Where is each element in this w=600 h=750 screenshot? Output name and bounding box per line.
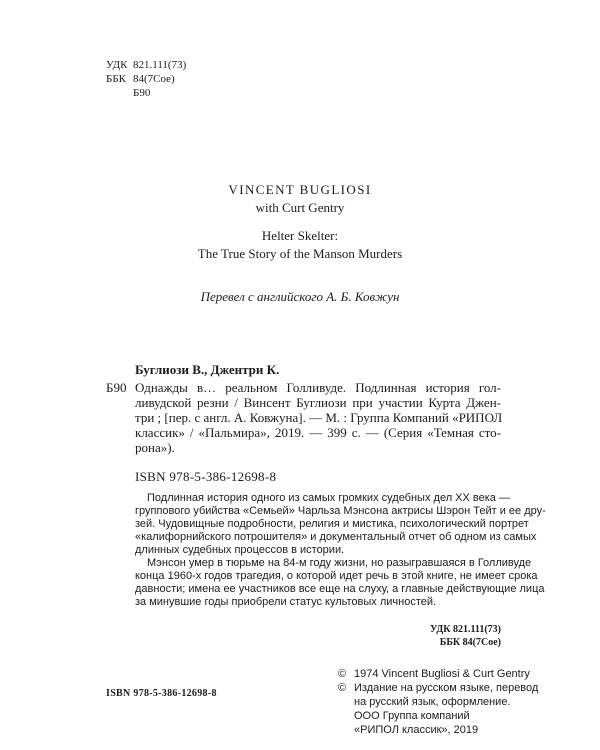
udk-block [106,58,186,100]
udk-value: 821.111(73) [133,59,187,71]
description-line: три ; [пер. с англ. А. Ковжуна]. — М. : Группа Компаний «РИПОЛ [135,410,503,425]
copyright-russian-edition [338,681,538,737]
copyright-line: ООО Группа компаний [354,710,470,722]
catalog-isbn: ISBN 978-5-386-12698-8 [135,469,277,484]
annotation-line: зей. Чудовищные подробности, религия и мистика, психологический портрет [135,518,529,530]
author-code: Б90 [133,87,151,99]
udk-bottom-block [406,623,501,649]
description-line: классик» / «Пальмира», 2019. — 399 с. — (Серия «Темная сто- [135,425,501,440]
bbk-value: 84(7Сое) [133,73,175,85]
description-line: ливудской резни / Винсент Буглиози при участии Курта Джен- [135,395,501,410]
translator-credit: Перевел с английского А. Б. Ковжун [200,289,400,304]
annotation-paragraph-1 [135,492,546,557]
bbk-row [106,72,186,86]
copyright-line: Издание на русском языке, перевод [354,682,539,694]
description-line: Однажды в… реальном Голливуде. Подлинная история гол- [135,380,501,395]
original-title-line1: Helter Skelter: [261,228,339,243]
isbn-bottom: ISBN 978-5-386-12698-8 [106,688,217,699]
annotation-line: за минувшие годы приобрели статус культовых личностей. [135,596,437,608]
bbk-label: ББК [106,73,126,85]
copyright-block [338,667,538,737]
catalog-description [135,380,501,455]
catalog-authors: Буглиози В., Джентри К. [135,362,280,377]
annotation-line: группового убийства «Семьей» Чарльза Мэнсона актрисы Шэрон Тейт и ее дру- [135,505,546,517]
annotation-line: давности; имена ее участников все еще на слуху, а главные действующие лица [135,583,545,595]
udk-bottom: УДК 821.111(73) [429,624,501,635]
copyright-symbol: © [338,668,347,680]
catalog-code: Б90 [106,380,127,395]
copyright-line: 1974 Vincent Bugliosi & Curt Gentry [354,668,530,680]
copyright-line: «РИПОЛ классик», 2019 [354,724,479,736]
udk-label: УДК [106,59,128,71]
udk-row [106,58,186,72]
annotation-paragraph-2 [135,557,545,609]
co-author: with Curt Gentry [255,200,345,215]
description-line: рона»). [135,440,175,455]
annotation-line: длинных судебных процессов в истории. [135,544,345,556]
original-title-line2: The True Story of the Manson Murders [197,246,403,261]
annotation-line: «калифорнийского потрошителя» и документальный отчет об одном из самых [135,531,537,543]
bbk-bottom: ББК 84(7Сое) [439,637,501,648]
annotation-line: Мэнсон умер в тюрьме на 84-м году жизни, но разыгравшаяся в Голливуде [147,557,532,569]
copyright-line: на русский язык, оформление. [354,696,511,708]
annotation-line: конца 1960-х годов трагедия, о которой идет речь в этой книге, не имеет срока [135,570,538,582]
original-author: VINCENT BUGLIOSI [228,182,372,197]
copyright-original [338,667,538,681]
copyright-symbol: © [338,682,347,694]
annotation-line: Подлинная история одного из самых громких судебных дел XX века — [147,492,510,504]
